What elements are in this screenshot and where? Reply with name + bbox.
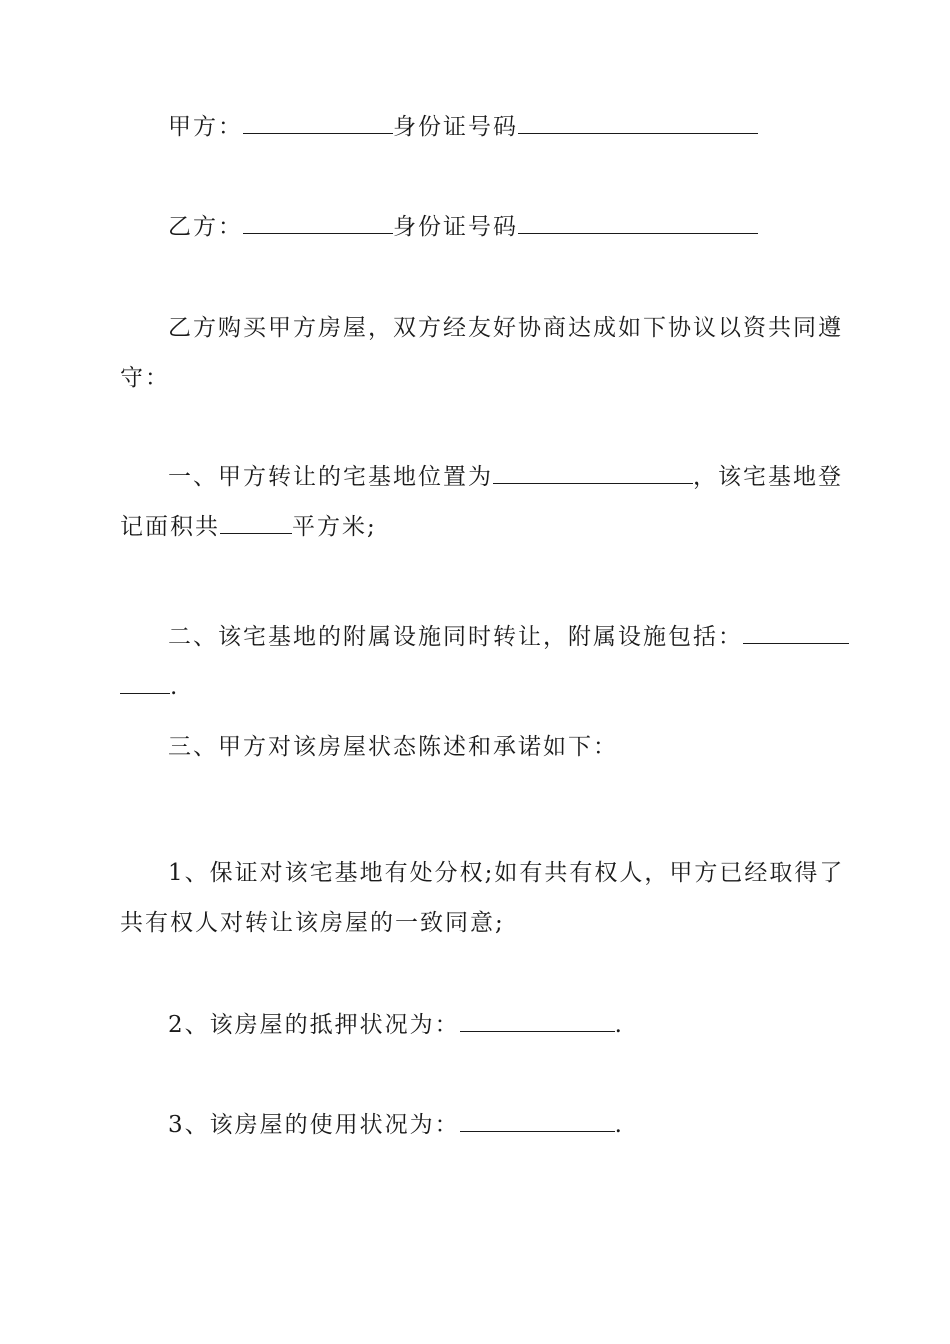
clause2-facilities-blank-1 <box>743 625 849 644</box>
item2-end: . <box>614 1012 624 1038</box>
clause2-facilities-blank-2 <box>120 675 170 694</box>
party-a-label: 甲方： <box>168 114 243 140</box>
item2-mortgage-blank <box>460 1013 615 1032</box>
clause1-text-1: 一、甲方转让的宅基地位置为 <box>168 464 493 490</box>
party-a-line <box>168 102 880 152</box>
clause2-line-1 <box>168 612 880 662</box>
item1-line-2: 共有权人对转让该房屋的一致同意; <box>120 910 505 936</box>
party-a-id-blank <box>518 115 758 134</box>
party-b-label: 乙方： <box>168 214 243 240</box>
item2-text: 2、该房屋的抵押状况为： <box>168 1012 460 1038</box>
item2-line <box>168 1000 880 1050</box>
item3-text: 3、该房屋的使用状况为： <box>168 1112 460 1138</box>
item1-line-1: 1、保证对该宅基地有处分权;如有共有权人，甲方已经取得了 <box>168 860 845 886</box>
clause1-text-4: 平方米; <box>292 514 377 540</box>
party-b-id-blank <box>518 215 758 234</box>
party-b-line <box>168 202 880 252</box>
clause1-text-2: ，该宅基地登 <box>693 464 843 490</box>
clause1-line-1 <box>168 452 880 502</box>
item3-line <box>168 1100 880 1150</box>
clause1-location-blank <box>493 465 693 484</box>
clause2-line-2 <box>120 662 832 712</box>
clause1-line-2 <box>120 502 832 552</box>
intro-line-2: 守： <box>120 365 170 391</box>
clause2-text-1: 二、该宅基地的附属设施同时转让，附属设施包括： <box>168 624 743 650</box>
clause3-line: 三、甲方对该房屋状态陈述和承诺如下： <box>168 734 618 760</box>
intro-line-1: 乙方购买甲方房屋，双方经友好协商达成如下协议以资共同遵 <box>168 315 843 341</box>
item3-usage-blank <box>460 1113 615 1132</box>
clause1-text-3: 记面积共 <box>120 514 220 540</box>
party-b-name-blank <box>243 215 393 234</box>
clause1-area-blank <box>220 515 292 534</box>
party-a-id-label: 身份证号码 <box>393 114 518 140</box>
item3-end: . <box>614 1112 624 1138</box>
party-b-id-label: 身份证号码 <box>393 214 518 240</box>
clause2-text-2: . <box>170 674 180 700</box>
party-a-name-blank <box>243 115 393 134</box>
